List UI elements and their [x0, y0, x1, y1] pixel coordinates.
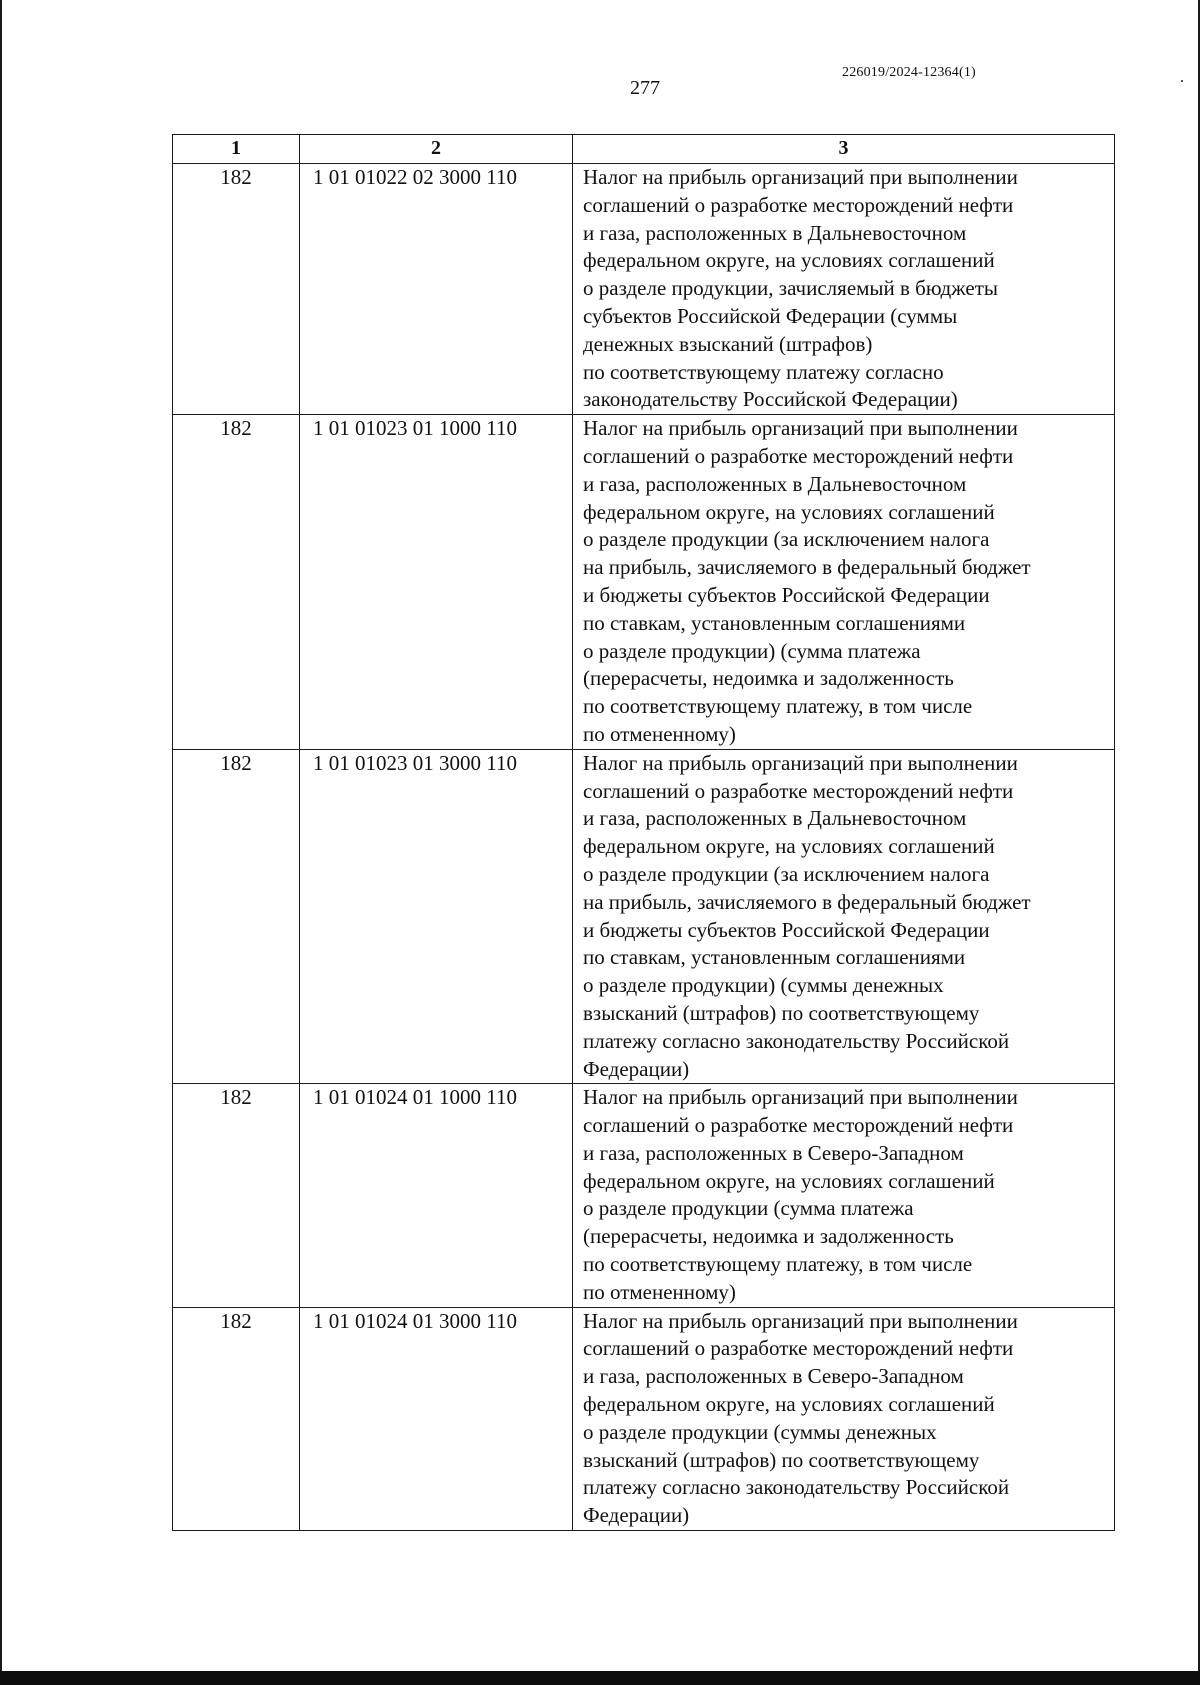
- description-line: по отмененному): [583, 1279, 736, 1304]
- description-line: о разделе продукции (за исключением налога: [583, 861, 990, 886]
- description-line: Налог на прибыль организаций при выполнении: [583, 165, 1018, 189]
- description-line: денежных взысканий (штрафов): [583, 331, 873, 356]
- description-line: о разделе продукции) (сумма платежа: [583, 638, 921, 663]
- description-line: на прибыль, зачисляемого в федеральный бюджет: [583, 889, 1031, 914]
- description-line: по отмененному): [583, 721, 736, 746]
- description-line: и газа, расположенных в Дальневосточном: [583, 806, 967, 831]
- description-line: и газа, расположенных в Дальневосточном: [583, 471, 967, 496]
- description-line: и бюджеты субъектов Российской Федерации: [583, 917, 990, 942]
- description-cell: [573, 415, 1115, 750]
- description-line: Налог на прибыль организаций при выполнении: [583, 1085, 1018, 1110]
- table-row: [173, 164, 1115, 415]
- budget-classification-table: [172, 134, 1115, 1531]
- description-line: (перерасчеты, недоимка и задолженность: [583, 666, 954, 691]
- description-cell: [573, 164, 1115, 415]
- description-line: Федерации): [583, 1056, 690, 1081]
- description-line: о разделе продукции) (суммы денежных: [583, 973, 944, 998]
- column-header-2: 2: [300, 135, 573, 164]
- budget-code-cell: 1 01 01024 01 3000 110: [300, 1307, 573, 1530]
- description-line: о разделе продукции (сумма платежа: [583, 1196, 914, 1221]
- scan-edge-left: [0, 0, 2, 1685]
- description-line: по соответствующему платежу, в том числе: [583, 694, 973, 719]
- description-line: и бюджеты субъектов Российской Федерации: [583, 582, 990, 607]
- description-line: субъектов Российской Федерации (суммы: [583, 303, 958, 328]
- description-line: федеральном округе, на условиях соглашений: [583, 248, 995, 273]
- description-line: о разделе продукции (за исключением налога: [583, 527, 990, 552]
- budget-code-cell: 1 01 01022 02 3000 110: [300, 164, 573, 415]
- description-line: и газа, расположенных в Северо-Западном: [583, 1140, 964, 1165]
- admin-code-cell: 182: [173, 749, 300, 1084]
- description-line: федеральном округе, на условиях соглашений: [583, 1168, 995, 1193]
- description-line: и газа, расположенных в Дальневосточном: [583, 220, 967, 245]
- budget-code-cell: 1 01 01023 01 1000 110: [300, 415, 573, 750]
- admin-code-cell: 182: [173, 164, 300, 415]
- description-line: взысканий (штрафов) по соответствующему: [583, 1000, 980, 1025]
- description-line: по ставкам, установленным соглашениями: [583, 610, 966, 635]
- description-line: федеральном округе, на условиях соглашений: [583, 834, 995, 859]
- table-row: [173, 415, 1115, 750]
- description-line: Налог на прибыль организаций при выполнении: [583, 416, 1018, 441]
- table-header-row: [173, 135, 1115, 164]
- admin-code-cell: 182: [173, 1307, 300, 1530]
- description-line: и газа, расположенных в Северо-Западном: [583, 1364, 964, 1389]
- budget-code-cell: 1 01 01023 01 3000 110: [300, 749, 573, 1084]
- page-number: 277: [630, 77, 660, 99]
- description-line: соглашений о разработке месторождений нефти: [583, 192, 1014, 217]
- description-line: о разделе продукции, зачисляемый в бюджеты: [583, 276, 999, 301]
- description-line: Налог на прибыль организаций при выполнении: [583, 750, 1018, 775]
- description-cell: [573, 749, 1115, 1084]
- description-line: платежу согласно законодательству Российской: [583, 1475, 1010, 1500]
- table-row: [173, 749, 1115, 1084]
- column-header-3: 3: [573, 135, 1115, 164]
- budget-code-cell: 1 01 01024 01 1000 110: [300, 1084, 573, 1307]
- table-row: [173, 1307, 1115, 1530]
- table-body: [173, 164, 1115, 1531]
- description-line: по ставкам, установленным соглашениями: [583, 945, 966, 970]
- admin-code-cell: 182: [173, 1084, 300, 1307]
- table-row: [173, 1084, 1115, 1307]
- description-line: соглашений о разработке месторождений нефти: [583, 443, 1014, 468]
- description-line: соглашений о разработке месторождений нефти: [583, 1336, 1014, 1361]
- column-header-1: 1: [173, 135, 300, 164]
- description-line: федеральном округе, на условиях соглашений: [583, 1392, 995, 1417]
- description-line: федеральном округе, на условиях соглашений: [583, 499, 995, 524]
- scan-edge-bottom: [0, 1671, 1200, 1685]
- description-cell: [573, 1307, 1115, 1530]
- description-line: Налог на прибыль организаций при выполнении: [583, 1308, 1018, 1333]
- description-line: платежу согласно законодательству Российской: [583, 1028, 1010, 1053]
- description-line: по соответствующему платежу согласно: [583, 359, 944, 384]
- description-line: по соответствующему платежу, в том числе: [583, 1252, 973, 1277]
- description-line: соглашений о разработке месторождений нефти: [583, 1113, 1014, 1138]
- admin-code-cell: 182: [173, 415, 300, 750]
- description-line: Федерации): [583, 1503, 690, 1528]
- description-line: взысканий (штрафов) по соответствующему: [583, 1447, 980, 1472]
- description-line: законодательству Российской Федерации): [583, 387, 958, 412]
- description-cell: [573, 1084, 1115, 1307]
- description-line: на прибыль, зачисляемого в федеральный бюджет: [583, 555, 1031, 580]
- document-id: 226019/2024-12364(1): [842, 65, 976, 80]
- description-line: о разделе продукции (суммы денежных: [583, 1419, 937, 1444]
- description-line: соглашений о разработке месторождений нефти: [583, 778, 1014, 803]
- description-line: (перерасчеты, недоимка и задолженность: [583, 1224, 954, 1249]
